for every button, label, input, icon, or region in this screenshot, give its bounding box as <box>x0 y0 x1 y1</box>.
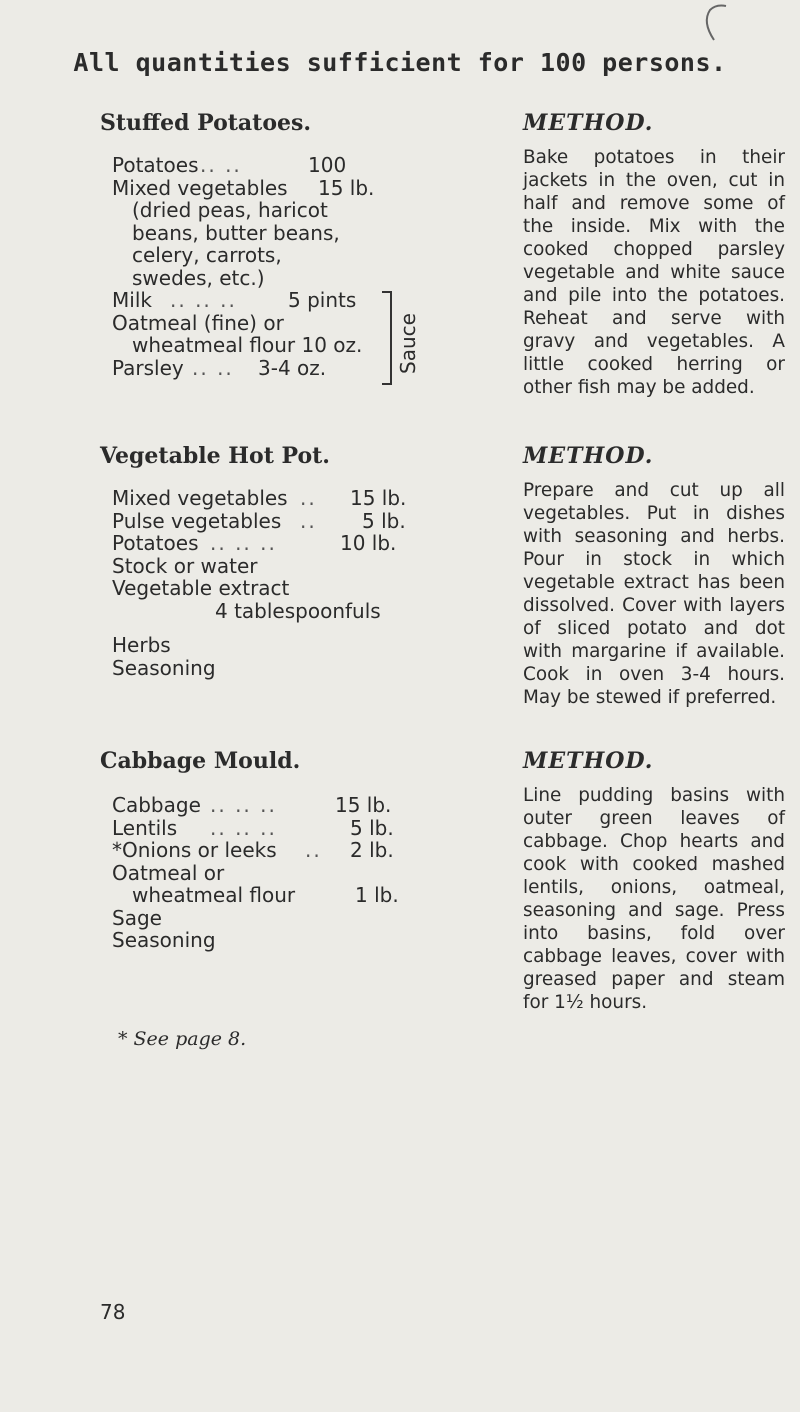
ingredient-row: Vegetable extract <box>112 576 290 600</box>
ingredient-row: (dried peas, haricot <box>132 198 328 222</box>
ingredient-row: Mixed vegetables 15 lb. <box>112 175 375 200</box>
page-number: 78 <box>100 1300 126 1324</box>
recipe-stuffed-potatoes <box>100 110 500 380</box>
method-cabbage-mould <box>523 748 785 1014</box>
method-vegetable-hot-pot <box>523 443 785 709</box>
recipe-title: Cabbage Mould. <box>100 748 301 774</box>
method-text: Bake potatoes in their jackets in the oven, cut in half and remove some of the inside. Mix with the cooked chopped parsley vegetable and white sauce and pile into the potatoes. Reheat and serve with gravy and vegetables. A little cooked herring or other fish may be added. <box>523 147 785 398</box>
sauce-brace <box>382 291 392 385</box>
sauce-label: Sauce <box>396 313 420 374</box>
ingredient-row: Seasoning <box>112 928 216 952</box>
footnote: * See page 8. <box>118 1028 247 1050</box>
ingredient-row: Oatmeal (fine) or <box>112 310 284 335</box>
recipe-cabbage-mould <box>100 748 500 952</box>
ingredient-row: celery, carrots, <box>132 243 282 267</box>
ingredient-row: Potatoes .. .. 100 <box>112 153 347 177</box>
ingredient-row: Potatoes .. .. .. 10 lb. <box>112 531 397 555</box>
page-header: All quantities sufficient for 100 persons. <box>73 48 727 77</box>
method-title: METHOD. <box>523 748 654 774</box>
recipe-vegetable-hot-pot <box>100 443 500 680</box>
page-corner-mark <box>700 0 740 44</box>
ingredient-row: Lentils .. .. .. 5 lb. <box>112 815 394 840</box>
recipe-title: Stuffed Potatoes. <box>100 110 312 136</box>
ingredient-list <box>100 154 500 379</box>
ingredient-row: Parsley .. .. 3-4 oz. <box>112 355 327 380</box>
ingredient-row: Stock or water <box>112 553 258 578</box>
ingredient-row: *Onions or leeks .. 2 lb. <box>112 838 394 862</box>
recipe-title: Vegetable Hot Pot. <box>100 443 330 469</box>
ingredient-row: Milk .. .. .. 5 pints <box>112 288 357 312</box>
ingredient-row: Pulse vegetables .. 5 lb. <box>112 508 406 533</box>
method-stuffed-potatoes <box>523 110 785 399</box>
ingredient-list <box>100 794 500 952</box>
ingredient-row: Oatmeal or <box>112 860 225 885</box>
ingredient-row: Sage <box>112 905 162 930</box>
method-text: Prepare and cut up all vegetables. Put in dishes with seasoning and herbs. Pour in stock in which vegetable extract has been dissolved. Cover with layers of sliced potato and dot with margarine if available. Cook in oven 3-4 hours. May be stewed if preferred. <box>523 480 785 708</box>
ingredient-row: swedes, etc.) <box>132 265 265 290</box>
ingredient-row: Herbs <box>112 633 171 657</box>
ingredient-row: Seasoning <box>112 655 216 680</box>
method-title: METHOD. <box>523 110 654 136</box>
ingredient-row: 4 tablespoonfuls <box>215 598 381 623</box>
ingredient-row: wheatmeal flour 10 oz. <box>132 333 363 357</box>
ingredient-row: Mixed vegetables .. 15 lb. <box>112 486 407 510</box>
method-title: METHOD. <box>523 443 654 469</box>
ingredient-row: wheatmeal flour 1 lb. <box>132 883 399 907</box>
ingredient-row: Cabbage .. .. .. 15 lb. <box>112 793 392 817</box>
method-text: Line pudding basins with outer green leaves of cabbage. Chop hearts and cook with cooked mashed lentils, onions, oatmeal, seasoning and sage. Press into basins, fold over cabbage leaves, cover with greased paper and steam for 1½ hours. <box>523 785 785 1013</box>
ingredient-row: beans, butter beans, <box>132 220 340 245</box>
ingredient-list <box>100 487 500 679</box>
